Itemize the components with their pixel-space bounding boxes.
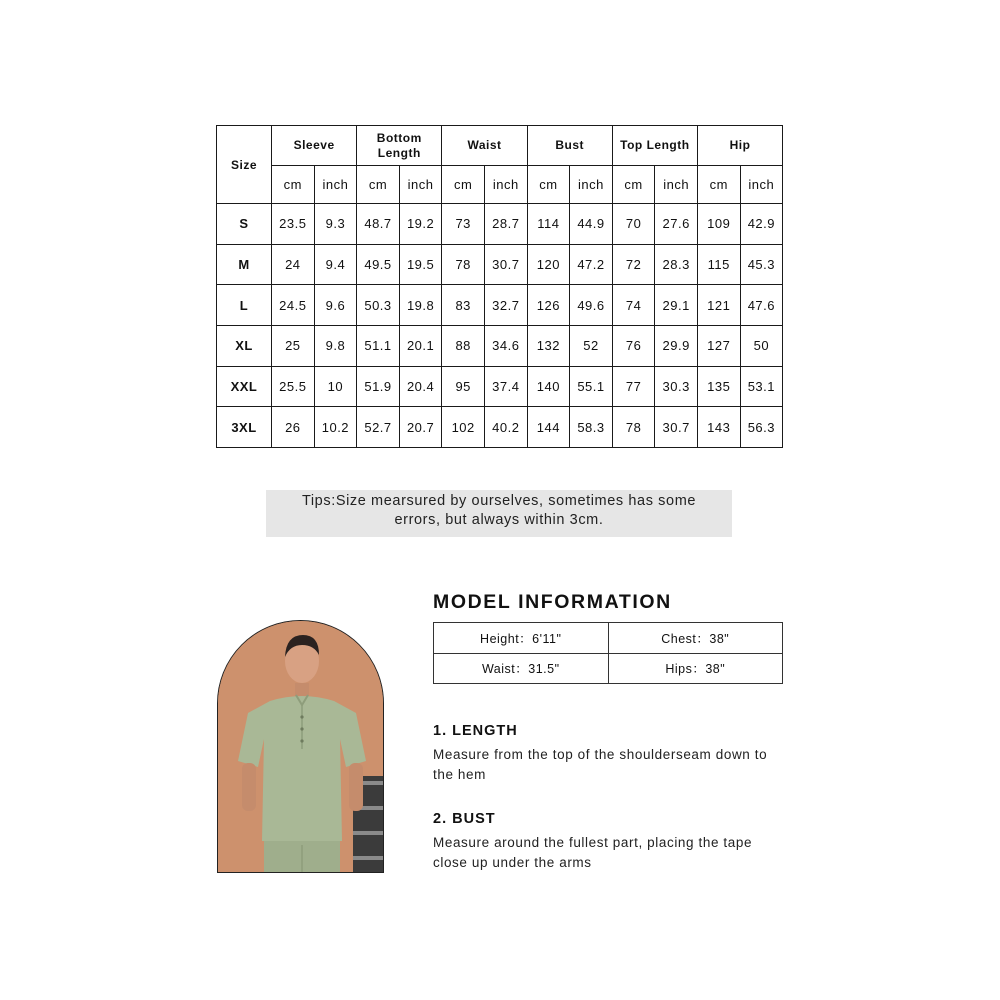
waist-header: Waist bbox=[442, 126, 527, 166]
value-cell: 47.6 bbox=[740, 285, 783, 326]
value-cell: 19.2 bbox=[399, 204, 442, 245]
value-cell: 26 bbox=[272, 407, 315, 448]
value-cell: 74 bbox=[612, 285, 655, 326]
model-information-title: MODEL INFORMATION bbox=[433, 591, 672, 613]
top-length-header: Top Length bbox=[612, 126, 697, 166]
value-cell: 121 bbox=[697, 285, 740, 326]
bust-header: Bust bbox=[527, 126, 612, 166]
value-cell: 28.3 bbox=[655, 244, 698, 285]
value-cell: 40.2 bbox=[484, 407, 527, 448]
value-cell: 20.1 bbox=[399, 325, 442, 366]
model-illustration bbox=[218, 621, 384, 873]
value-cell: 50.3 bbox=[357, 285, 400, 326]
value-cell: 34.6 bbox=[484, 325, 527, 366]
size-cell: M bbox=[217, 244, 272, 285]
value-cell: 9.8 bbox=[314, 325, 357, 366]
unit-cm: cm bbox=[442, 166, 485, 204]
value-cell: 42.9 bbox=[740, 204, 783, 245]
model-photo bbox=[217, 620, 384, 873]
model-row bbox=[434, 653, 783, 684]
value-cell: 9.3 bbox=[314, 204, 357, 245]
value-cell: 52.7 bbox=[357, 407, 400, 448]
bottom-length-header: Bottom Length bbox=[357, 126, 442, 166]
size-row-l bbox=[217, 285, 783, 326]
bust-section-text: Measure around the fullest part, placing the tape close up under the arms bbox=[433, 835, 753, 870]
size-chart-unit-header-row bbox=[217, 166, 783, 204]
size-tips-banner bbox=[266, 490, 732, 537]
value-cell: 144 bbox=[527, 407, 570, 448]
value-cell: 32.7 bbox=[484, 285, 527, 326]
value-cell: 51.9 bbox=[357, 366, 400, 407]
value-cell: 49.5 bbox=[357, 244, 400, 285]
value-cell: 20.7 bbox=[399, 407, 442, 448]
value-cell: 19.5 bbox=[399, 244, 442, 285]
value-cell: 48.7 bbox=[357, 204, 400, 245]
size-chart-group-header-row bbox=[217, 126, 783, 166]
value-cell: 30.3 bbox=[655, 366, 698, 407]
value-cell: 30.7 bbox=[484, 244, 527, 285]
value-cell: 45.3 bbox=[740, 244, 783, 285]
value-cell: 29.9 bbox=[655, 325, 698, 366]
unit-cm: cm bbox=[272, 166, 315, 204]
value-cell: 37.4 bbox=[484, 366, 527, 407]
tips-line-1: Tips:Size mearsured by ourselves, sometimes has some bbox=[301, 493, 697, 509]
value-cell: 47.2 bbox=[570, 244, 613, 285]
value-cell: 140 bbox=[527, 366, 570, 407]
model-hips: Hips：38" bbox=[608, 653, 783, 684]
unit-cm: cm bbox=[527, 166, 570, 204]
value-cell: 10.2 bbox=[314, 407, 357, 448]
size-cell: L bbox=[217, 285, 272, 326]
size-cell: XL bbox=[217, 325, 272, 366]
value-cell: 25.5 bbox=[272, 366, 315, 407]
value-cell: 132 bbox=[527, 325, 570, 366]
size-row-s bbox=[217, 204, 783, 245]
value-cell: 19.8 bbox=[399, 285, 442, 326]
value-cell: 52 bbox=[570, 325, 613, 366]
unit-inch: inch bbox=[570, 166, 613, 204]
value-cell: 24.5 bbox=[272, 285, 315, 326]
value-cell: 27.6 bbox=[655, 204, 698, 245]
value-cell: 143 bbox=[697, 407, 740, 448]
unit-inch: inch bbox=[314, 166, 357, 204]
value-cell: 51.1 bbox=[357, 325, 400, 366]
value-cell: 120 bbox=[527, 244, 570, 285]
value-cell: 95 bbox=[442, 366, 485, 407]
value-cell: 10 bbox=[314, 366, 357, 407]
size-chart-table bbox=[216, 125, 783, 448]
unit-inch: inch bbox=[399, 166, 442, 204]
value-cell: 50 bbox=[740, 325, 783, 366]
size-row-xl bbox=[217, 325, 783, 366]
bust-section-title: 2. BUST bbox=[433, 811, 496, 827]
unit-cm: cm bbox=[612, 166, 655, 204]
size-cell: S bbox=[217, 204, 272, 245]
value-cell: 76 bbox=[612, 325, 655, 366]
value-cell: 24 bbox=[272, 244, 315, 285]
size-cell: XXL bbox=[217, 366, 272, 407]
model-height: Height：6'11" bbox=[434, 623, 609, 654]
value-cell: 23.5 bbox=[272, 204, 315, 245]
value-cell: 135 bbox=[697, 366, 740, 407]
value-cell: 126 bbox=[527, 285, 570, 326]
value-cell: 127 bbox=[697, 325, 740, 366]
hip-header: Hip bbox=[697, 126, 782, 166]
unit-inch: inch bbox=[740, 166, 783, 204]
value-cell: 56.3 bbox=[740, 407, 783, 448]
value-cell: 72 bbox=[612, 244, 655, 285]
value-cell: 25 bbox=[272, 325, 315, 366]
value-cell: 30.7 bbox=[655, 407, 698, 448]
value-cell: 88 bbox=[442, 325, 485, 366]
value-cell: 78 bbox=[612, 407, 655, 448]
unit-inch: inch bbox=[484, 166, 527, 204]
value-cell: 115 bbox=[697, 244, 740, 285]
tips-line-2: errors, but always within 3cm. bbox=[394, 512, 604, 528]
size-column-header: Size bbox=[217, 126, 272, 204]
unit-cm: cm bbox=[697, 166, 740, 204]
value-cell: 114 bbox=[527, 204, 570, 245]
model-row bbox=[434, 623, 783, 654]
length-section-title: 1. LENGTH bbox=[433, 723, 518, 739]
value-cell: 83 bbox=[442, 285, 485, 326]
value-cell: 70 bbox=[612, 204, 655, 245]
value-cell: 28.7 bbox=[484, 204, 527, 245]
value-cell: 9.4 bbox=[314, 244, 357, 285]
size-row-m bbox=[217, 244, 783, 285]
value-cell: 109 bbox=[697, 204, 740, 245]
value-cell: 102 bbox=[442, 407, 485, 448]
value-cell: 53.1 bbox=[740, 366, 783, 407]
model-measurements-table bbox=[433, 622, 783, 684]
value-cell: 77 bbox=[612, 366, 655, 407]
value-cell: 44.9 bbox=[570, 204, 613, 245]
size-cell: 3XL bbox=[217, 407, 272, 448]
value-cell: 58.3 bbox=[570, 407, 613, 448]
size-row-xxl bbox=[217, 366, 783, 407]
value-cell: 20.4 bbox=[399, 366, 442, 407]
model-chest: Chest：38" bbox=[608, 623, 783, 654]
unit-inch: inch bbox=[655, 166, 698, 204]
size-row-3xl bbox=[217, 407, 783, 448]
value-cell: 73 bbox=[442, 204, 485, 245]
value-cell: 49.6 bbox=[570, 285, 613, 326]
value-cell: 78 bbox=[442, 244, 485, 285]
value-cell: 55.1 bbox=[570, 366, 613, 407]
unit-cm: cm bbox=[357, 166, 400, 204]
value-cell: 29.1 bbox=[655, 285, 698, 326]
model-waist: Waist：31.5" bbox=[434, 653, 609, 684]
sleeve-header: Sleeve bbox=[272, 126, 357, 166]
length-section-text: Measure from the top of the shoulderseam down to the hem bbox=[433, 747, 768, 782]
value-cell: 9.6 bbox=[314, 285, 357, 326]
